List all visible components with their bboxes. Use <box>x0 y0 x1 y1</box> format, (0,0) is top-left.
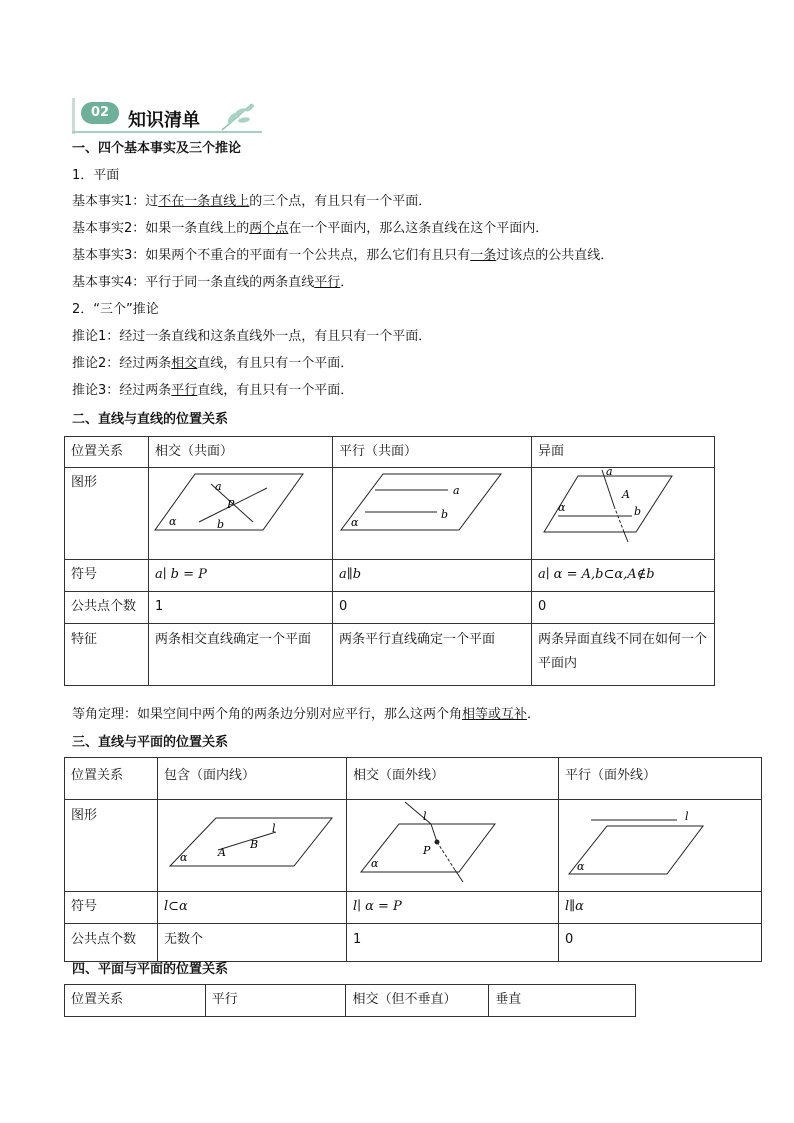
row-label: 公共点个数 <box>65 924 158 962</box>
table-header: 位置关系 <box>65 758 158 800</box>
label-P: P <box>423 844 431 857</box>
symbol-cell: a∥b <box>333 560 532 592</box>
corollary-1: 推论1：经过一条直线和这条直线外一点，有且只有一个平面． <box>72 329 432 344</box>
label-l: l <box>272 822 276 835</box>
plane-plane-table <box>64 984 636 1017</box>
table-header: 异面 <box>532 437 715 468</box>
section3-heading: 三、直线与平面的位置关系 <box>72 735 229 750</box>
label-l: l <box>423 810 427 823</box>
line-plane-table <box>64 757 762 962</box>
table-header: 相交（共面） <box>149 437 333 468</box>
row-label: 符号 <box>65 560 149 592</box>
count-cell: 无数个 <box>158 924 347 962</box>
table-header: 相交（但不垂直） <box>346 985 489 1017</box>
figure-parallel-lines <box>333 468 532 560</box>
label-alpha: α <box>577 860 585 873</box>
symbol-cell: a∣ α = A,b⊂α,A∉b <box>532 560 715 592</box>
section4-heading: 四、平面与平面的位置关系 <box>72 962 229 977</box>
label-alpha: α <box>351 516 359 529</box>
line-line-table <box>64 436 715 686</box>
label-alpha: α <box>371 857 379 870</box>
row-label: 特征 <box>65 624 149 686</box>
table-header: 垂直 <box>489 985 636 1017</box>
table-header: 平行（面外线） <box>559 758 762 800</box>
corollary-2: 推论2：经过两条相交直线，有且只有一个平面． <box>72 356 354 371</box>
figure-line-in-plane <box>158 800 347 892</box>
count-cell: 1 <box>347 924 559 962</box>
table-header: 位置关系 <box>65 985 206 1017</box>
label-a: a <box>453 484 460 497</box>
symbol-cell: a∣ b = P <box>149 560 333 592</box>
fact-2: 基本事实2：如果一条直线上的两个点在一个平面内，那么这条直线在这个平面内． <box>72 221 549 236</box>
label-b: b <box>441 508 449 521</box>
angle-theorem: 等角定理：如果空间中两个角的两条边分别对应平行，那么这两个角相等或互补． <box>72 707 541 722</box>
count-cell: 0 <box>559 924 762 962</box>
page-title: 知识清单 <box>128 110 200 131</box>
symbol-cell: l∥α <box>559 892 762 924</box>
table-header: 位置关系 <box>65 437 149 468</box>
section-badge <box>72 98 123 134</box>
row-label: 公共点个数 <box>65 592 149 624</box>
feature-cell: 两条平行直线确定一个平面 <box>333 624 532 686</box>
label-b: b <box>634 505 642 518</box>
label-A: A <box>622 488 630 501</box>
figure-line-intersects-plane <box>347 800 559 892</box>
fact-1: 基本事实1：过不在一条直线上的三个点，有且只有一个平面． <box>72 194 432 209</box>
label-alpha: α <box>558 501 566 514</box>
label-B: B <box>250 838 259 851</box>
count-cell: 0 <box>333 592 532 624</box>
figure-intersecting-lines <box>149 468 333 560</box>
sub-heading-corollaries: 2．“三个”推论 <box>72 302 159 317</box>
label-A: A <box>218 846 226 859</box>
corollary-3: 推论3：经过两条平行直线，有且只有一个平面． <box>72 383 354 398</box>
label-alpha: α <box>169 515 177 528</box>
section2-heading: 二、直线与直线的位置关系 <box>72 412 229 427</box>
feature-cell: 两条相交直线确定一个平面 <box>149 624 333 686</box>
fact-3: 基本事实3：如果两个不重合的平面有一个公共点，那么它们有且只有一条过该点的公共直线． <box>72 248 614 263</box>
label-b: b <box>217 518 225 531</box>
label-a: a <box>215 480 222 493</box>
table-header: 平行 <box>205 985 346 1017</box>
label-P: P <box>227 498 235 511</box>
section1-heading: 一、四个基本事实及三个推论 <box>72 141 242 156</box>
row-label: 图形 <box>65 800 158 892</box>
count-cell: 0 <box>532 592 715 624</box>
feature-cell: 两条异面直线不同在如何一个平面内 <box>532 624 715 686</box>
table-header: 包含（面内线） <box>158 758 347 800</box>
sub-heading-plane: 1．平面 <box>72 168 120 183</box>
symbol-cell: l⊂α <box>158 892 347 924</box>
section-number: 02 <box>81 102 119 124</box>
row-label: 图形 <box>65 468 149 560</box>
row-label: 符号 <box>65 892 158 924</box>
leaf-icon <box>218 100 258 132</box>
count-cell: 1 <box>149 592 333 624</box>
label-alpha: α <box>180 851 188 864</box>
figure-line-parallel-plane <box>559 800 762 892</box>
symbol-cell: l∣ α = P <box>347 892 559 924</box>
table-header: 相交（面外线） <box>347 758 559 800</box>
label-l: l <box>685 810 689 823</box>
table-header: 平行（共面） <box>333 437 532 468</box>
label-a: a <box>606 468 613 478</box>
fact-4: 基本事实4：平行于同一条直线的两条直线平行． <box>72 275 354 290</box>
figure-skew-lines <box>532 468 715 560</box>
